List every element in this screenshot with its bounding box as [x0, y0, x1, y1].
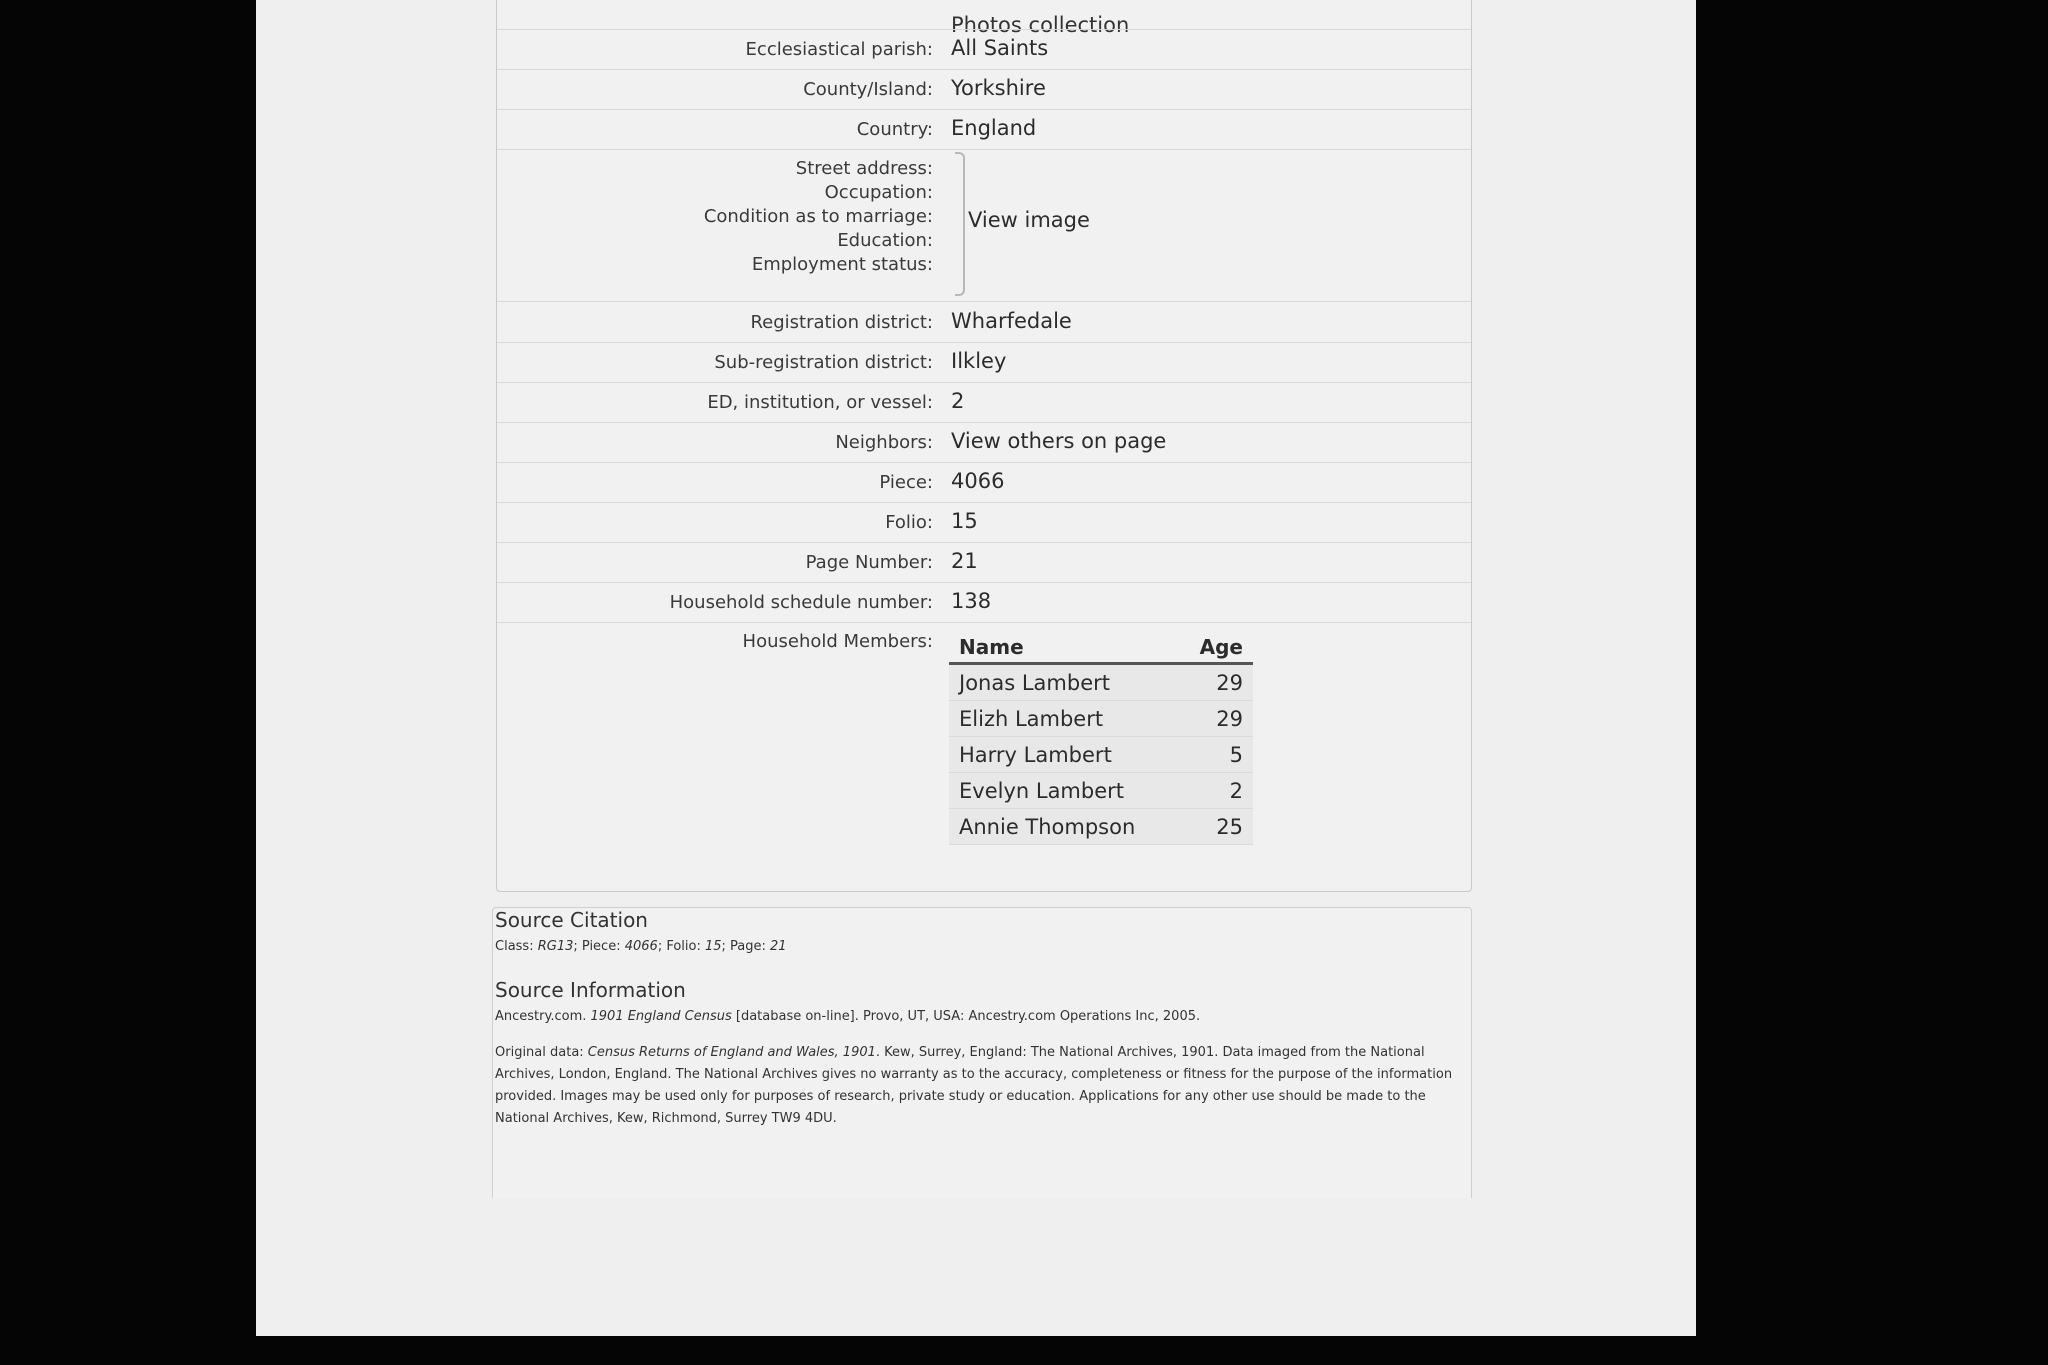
- member-age: 29: [1179, 664, 1253, 701]
- member-name[interactable]: Jonas Lambert: [949, 664, 1179, 701]
- table-row: [949, 701, 1253, 737]
- row-label: Country:: [856, 119, 933, 140]
- occupation-label: Occupation:: [824, 182, 933, 203]
- row-ecclesiastical-parish: [497, 29, 1471, 70]
- row-country: [497, 109, 1471, 150]
- row-value: England: [951, 116, 1037, 140]
- education-label: Education:: [837, 230, 933, 251]
- source-citation-text: [495, 936, 1455, 958]
- document-page: [256, 0, 1696, 1336]
- household-members-label: Household Members:: [742, 631, 933, 652]
- table-row: [949, 773, 1253, 809]
- row-ed-institution-vessel: [497, 382, 1471, 423]
- folio-value: 15: [704, 939, 722, 954]
- original-data-text: [495, 1042, 1455, 1130]
- page-value: 21: [770, 939, 787, 954]
- employment-status-label: Employment status:: [751, 254, 933, 275]
- row-label: Registration district:: [750, 312, 933, 333]
- info-prefix: Ancestry.com.: [495, 1009, 591, 1024]
- household-members-table: [949, 631, 1253, 845]
- member-name[interactable]: Harry Lambert: [949, 737, 1179, 773]
- table-header-row: [949, 631, 1253, 664]
- row-value: Ilkley: [951, 349, 1007, 373]
- row-folio: [497, 502, 1471, 543]
- row-label: Ecclesiastical parish:: [745, 39, 933, 60]
- view-image-link[interactable]: View image: [968, 208, 1090, 232]
- image-only-fields-group: [497, 148, 1471, 302]
- view-others-on-page-link[interactable]: View others on page: [951, 429, 1167, 453]
- row-label: Piece:: [879, 472, 933, 493]
- class-label: Class:: [495, 939, 538, 954]
- row-value: 2: [951, 389, 965, 413]
- row-label: ED, institution, or vessel:: [707, 392, 933, 413]
- row-label: Neighbors:: [835, 432, 933, 453]
- member-age: 5: [1179, 737, 1253, 773]
- row-label: County/Island:: [803, 79, 933, 100]
- row-value: Yorkshire: [951, 76, 1046, 100]
- source-panel: [492, 907, 1472, 1198]
- row-label: Sub-registration district:: [714, 352, 933, 373]
- row-county-island: [497, 69, 1471, 110]
- piece-value: 4066: [624, 939, 658, 954]
- original-prefix: Original data:: [495, 1045, 588, 1060]
- member-age: 2: [1179, 773, 1253, 809]
- row-value: All Saints: [951, 36, 1049, 60]
- source-information-text: [495, 1006, 1455, 1028]
- original-suffix: . Kew, Surrey, England: The National Archives, 1901. Data imaged from the National Archives, London, England. The National Archives gives no warranty as to the accuracy, completeness or fitness for the purpose of the information provided. Images may be used only for purposes of research, private study or education. Applications for any other use should be made to the National Archives, Kew, Richmond, Surrey TW9 4DU.: [495, 1045, 1453, 1126]
- class-value: RG13: [537, 939, 574, 954]
- row-neighbors: [497, 422, 1471, 463]
- member-name[interactable]: Annie Thompson: [949, 809, 1179, 845]
- table-row: [949, 809, 1253, 845]
- source-citation-heading: Source Citation: [495, 908, 648, 932]
- row-value: 4066: [951, 469, 1005, 493]
- row-registration-district: [497, 302, 1471, 343]
- table-row: [949, 737, 1253, 773]
- row-value: Wharfedale: [951, 309, 1072, 333]
- row-piece: [497, 462, 1471, 503]
- row-label: Page Number:: [805, 552, 933, 573]
- piece-label: ; Piece:: [573, 939, 625, 954]
- row-label: Folio:: [885, 512, 933, 533]
- image-only-labels: [704, 157, 933, 277]
- folio-label: ; Folio:: [657, 939, 705, 954]
- row-page-number: [497, 542, 1471, 583]
- page-label: ; Page:: [721, 939, 771, 954]
- bracket-icon: [955, 152, 965, 296]
- row-label: Household schedule number:: [669, 592, 933, 613]
- name-column-header: Name: [949, 631, 1179, 664]
- original-title: Census Returns of England and Wales, 1901: [587, 1045, 876, 1060]
- search-photos-value[interactable]: Photos collection: [951, 13, 1130, 37]
- record-details-panel: [496, 0, 1472, 892]
- condition-as-to-marriage-label: Condition as to marriage:: [703, 206, 933, 227]
- street-address-label: Street address:: [795, 158, 933, 179]
- member-name[interactable]: Evelyn Lambert: [949, 773, 1179, 809]
- table-row: [949, 664, 1253, 701]
- member-age: 29: [1179, 701, 1253, 737]
- row-sub-registration-district: [497, 342, 1471, 383]
- row-household-schedule-number: [497, 582, 1471, 623]
- source-information-heading: Source Information: [495, 978, 686, 1002]
- info-suffix: [database on-line]. Provo, UT, USA: Ancestry.com Operations Inc, 2005.: [731, 1009, 1201, 1024]
- row-value: 15: [951, 509, 978, 533]
- row-value: 138: [951, 589, 992, 613]
- member-name[interactable]: Elizh Lambert: [949, 701, 1179, 737]
- info-title: 1901 England Census: [590, 1009, 732, 1024]
- age-column-header: Age: [1179, 631, 1253, 664]
- row-value: 21: [951, 549, 978, 573]
- member-age: 25: [1179, 809, 1253, 845]
